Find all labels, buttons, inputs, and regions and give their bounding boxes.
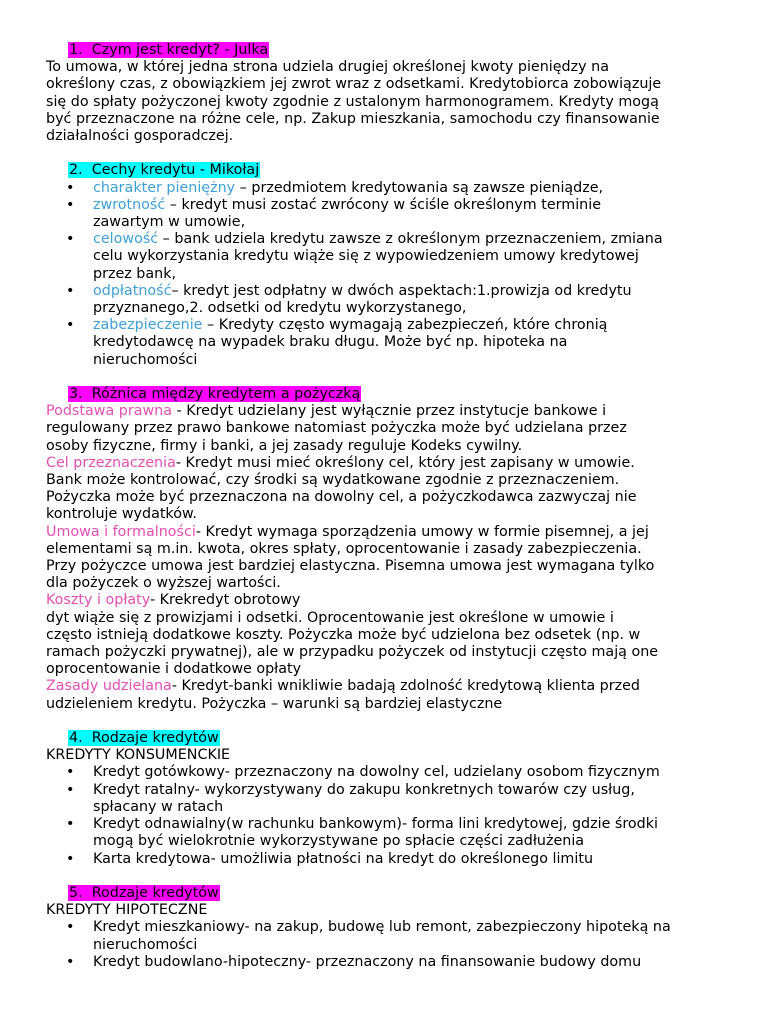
list-item — [46, 919, 736, 953]
block-text: - Kredyt udzielany jest wyłącznie przez instytucje bankowe i — [171, 403, 607, 420]
features-list — [46, 180, 736, 369]
section-heading-3 — [68, 386, 736, 403]
term-label: Cel przeznaczenia — [46, 454, 176, 471]
bullet-icon: • — [66, 179, 75, 196]
section-number: 1. — [69, 42, 83, 58]
difference-block — [46, 403, 736, 455]
bullet-icon: • — [66, 317, 75, 334]
consumer-credit-list — [46, 764, 736, 867]
difference-block — [46, 455, 736, 524]
term-label: Koszty i opłaty — [46, 592, 150, 609]
text-line: regulowany przez prawo bankowe natomiast pożyczka może być udzielana przez — [46, 420, 627, 437]
item-text-continuation: kredytodawcę na wypadek braku długu. Może być np. hipoteka na — [93, 334, 568, 351]
item-text: Kredyt gotówkowy- przeznaczony na dowolny cel, udzielany osobom fizycznym — [93, 764, 660, 781]
difference-block — [46, 678, 736, 712]
list-item — [46, 782, 736, 816]
item-text-continuation: zawartym w umowie, — [93, 214, 246, 231]
term-label: Zasady udzielana — [46, 678, 172, 695]
bullet-icon: • — [66, 816, 75, 833]
section-heading-highlight — [68, 885, 220, 901]
list-item — [46, 851, 736, 868]
text-line: Bank może kontrolować, czy środki są wydatkowane zgodnie z przeznaczeniem. — [46, 472, 620, 489]
section-number: 2. — [69, 162, 83, 179]
text-line: To umowa, w której jedna strona udziela drugiej określonej kwoty pieniędzy na — [46, 59, 609, 76]
item-text: – przedmiotem kredytowania są zawsze pieniądze, — [235, 179, 604, 196]
term-label: Podstawa prawna — [46, 403, 172, 420]
text-line: być przeznaczone na różne cele, np. Zakup mieszkania, samochodu czy finansowanie — [46, 110, 660, 127]
bullet-icon: • — [66, 196, 75, 213]
bullet-icon: • — [66, 850, 75, 867]
text-line: Pożyczka może być przeznaczona na dowolny cel, a pożyczkodawca zazwyczaj nie — [46, 489, 637, 506]
list-item — [46, 180, 736, 197]
item-text: Kredyt budowlano-hipoteczny- przeznaczony na finansowanie budowy domu — [93, 953, 642, 970]
text-line: działalności gosporadczej. — [46, 128, 234, 145]
list-item — [46, 764, 736, 781]
item-text: Karta kredytowa- umożliwia płatności na kredyt do określonego limitu — [93, 850, 593, 867]
section-heading-1 — [68, 42, 736, 59]
section-number: 3. — [69, 386, 83, 403]
bullet-icon: • — [66, 919, 75, 936]
text-line: ramach pożyczki prywatnej), ale w przypadku pożyczek od instytucji często mają one — [46, 644, 659, 661]
item-text-continuation: przez bank, — [93, 265, 177, 282]
term-label: celowość — [93, 231, 159, 248]
section-heading-highlight — [68, 162, 260, 178]
item-text-continuation: mogą być wielokrotnie wykorzystywane po spłacie części zadłużenia — [93, 833, 585, 850]
block-text: - Krekredyt obrotowy — [149, 592, 301, 609]
term-label: odpłatność — [93, 282, 172, 299]
item-text: Kredyt mieszkaniowy- na zakup, budowę lub remont, zabezpieczony hipoteką na — [93, 919, 671, 936]
term-label: Umowa i formalności — [46, 523, 196, 540]
text-line: elementami są m.in. kwota, okres spłaty, oprocentowanie i zasady zabezpieczenia. — [46, 540, 642, 557]
item-text-continuation: nieruchomości — [93, 936, 198, 953]
block-text: - Kredyt-banki wnikliwie badają zdolność kredytową klienta przed — [171, 678, 640, 695]
list-item — [46, 283, 736, 317]
bullet-icon: • — [66, 953, 75, 970]
item-text: Kredyt odnawialny(w rachunku bankowym)- forma lini kredytowej, gdzie środki — [93, 816, 658, 833]
subheading: KREDYTY HIPOTECZNE — [46, 902, 208, 919]
section-title: Rodzaje kredytów — [91, 730, 219, 747]
text-line: określony czas, z obowiązkiem jej zwrot wraz z odsetkami. Kredytobiorca zobowiązuje — [46, 76, 662, 93]
text-line: osoby fizyczne, firmy i banki, a jej zasady reguluje Kodeks cywilny. — [46, 437, 523, 454]
subheading: KREDYTY KONSUMENCKIE — [46, 747, 231, 764]
bullet-icon: • — [66, 231, 75, 248]
text-line: dla pożyczek o wyższej wartości. — [46, 575, 281, 592]
text-line: się do spłaty pożyczonej kwoty zgodnie z ustalonym harmonogramem. Kredyty mogą — [46, 93, 659, 110]
text-line: kontroluje wydatków. — [46, 506, 197, 523]
item-text: – bank udziela kredytu zawsze z określonym przeznaczeniem, zmiana — [158, 231, 663, 248]
section-number: 4. — [69, 730, 83, 747]
section-heading-highlight — [68, 386, 361, 402]
text-line: dyt wiąże się z prowizjami i odsetki. Oprocentowanie jest określone w umowie i — [46, 609, 614, 626]
item-text-continuation: spłacany w ratach — [93, 798, 224, 815]
difference-block — [46, 592, 736, 678]
section-heading-highlight — [68, 42, 269, 58]
item-text: – kredyt musi zostać zwrócony w ściśle określonym terminie — [165, 196, 601, 213]
text-line: oprocentowanie i dodatkowe opłaty — [46, 661, 302, 678]
section-title: Czym jest kredyt? - Julka — [91, 42, 269, 58]
item-text-continuation: nieruchomości — [93, 351, 198, 368]
block-text: - Kredyt wymaga sporządzenia umowy w formie pisemnej, a jej — [195, 523, 649, 540]
section-heading-4 — [68, 730, 736, 747]
item-text: – Kredyty często wymagają zabezpieczeń, które chronią — [202, 317, 608, 334]
document-page — [46, 42, 736, 971]
section-title: Cechy kredytu - Mikołaj — [91, 162, 260, 179]
text-line: udzieleniem kredytu. Pożyczka – warunki są bardziej elastyczne — [46, 695, 503, 712]
list-item — [46, 231, 736, 283]
list-item — [46, 317, 736, 369]
section-heading-5 — [68, 885, 736, 902]
item-text-continuation: przyznanego,2. odsetki od kredytu wykorzystanego, — [93, 300, 467, 317]
section-heading-2 — [68, 162, 736, 179]
section-title: Rodzaje kredytów — [91, 884, 219, 901]
list-item — [46, 197, 736, 231]
section-number: 5. — [69, 884, 83, 901]
term-label: zwrotność — [93, 196, 166, 213]
term-label: charakter pieniężny — [93, 179, 236, 196]
text-line: często istnieją dodatkowe koszty. Pożyczka może być udzielona bez odsetek (np. w — [46, 626, 641, 643]
block-text: - Kredyt musi mieć określony cel, który jest zapisany w umowie. — [175, 454, 635, 471]
section-title: Różnica między kredytem a pożyczką — [91, 386, 361, 403]
difference-block — [46, 524, 736, 593]
bullet-icon: • — [66, 764, 75, 781]
text-line: Przy pożyczce umowa jest bardziej elastyczna. Pisemna umowa jest wymagana tylko — [46, 558, 655, 575]
item-text: – kredyt jest odpłatny w dwóch aspektach:1.prowizja od kredytu — [171, 282, 632, 299]
bullet-icon: • — [66, 282, 75, 299]
section-heading-highlight — [68, 730, 220, 746]
item-text: Kredyt ratalny- wykorzystywany do zakupu konkretnych towarów czy usług, — [93, 781, 635, 798]
term-label: zabezpieczenie — [93, 317, 203, 334]
list-item — [46, 816, 736, 850]
mortgage-credit-list — [46, 919, 736, 971]
list-item — [46, 954, 736, 971]
bullet-icon: • — [66, 781, 75, 798]
item-text-continuation: celu wykorzystania kredytu wiąże się z wypowiedzeniem umowy kredytowej — [93, 248, 639, 265]
section-1-paragraph — [46, 59, 736, 145]
